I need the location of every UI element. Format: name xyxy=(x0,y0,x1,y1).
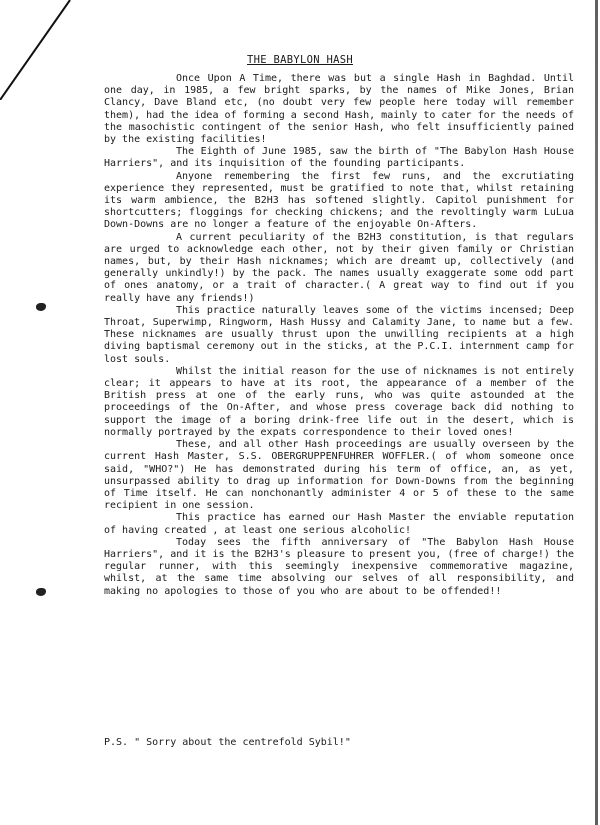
paragraph-early-runs: Anyone remembering the first few runs, and the excrutiating experience they represented, must be gratified to note that, whilst retaining its warm ambience, the B2H3 has softened slightly. Capitol punishment for shortcutters; floggings for checking chickens; and the revoltingly warm LuLua Down-Downs are no longer a feature of the enjoyable On-Afters. xyxy=(104,170,574,231)
paragraph-nicknames: A current peculiarity of the B2H3 constitution, is that regulars are urged to acknowledge each other, not by their given family or Christian names, but, by their Hash nicknames; which are dreamt up, collectively (and generally unkindly!) by the pack. The names usually exaggerate some odd part of ones anatomy, or a trait of character.( A great way to find out if you really have any friends!) xyxy=(104,231,574,304)
paragraph-origin: Once Upon A Time, there was but a single Hash in Baghdad. Until one day, in 1985, a few bright sparks, by the names of Mike Jones, Brian Clancy, Dave Bland etc, (no doubt very few people here today will remember them), had the idea of forming a second Hash, mainly to cater for the needs of the masochistic contingent of the senior Hash, who felt insufficiently pained by the existing facilities! xyxy=(104,73,574,146)
paragraph-reason: Whilst the initial reason for the use of nicknames is not entirely clear; it appears to have at its root, the appearance of a member of the British press at one of the early runs, who was quite astounded at the proceedings of the On-After, and whose press coverage back did nothing to support the image of a boring drink-free life out in the desert, which is normally portrayed by the expats correspondence to their loved ones! xyxy=(104,365,574,438)
ink-smudge xyxy=(36,588,46,596)
document-body xyxy=(104,73,574,598)
document-title: THE BABYLON HASH xyxy=(247,54,353,66)
paragraph-anniversary: Today sees the fifth anniversary of "The Babylon Hash House Harriers", and it is the B2H3's pleasure to present you, (free of charge!) the regular runner, with this seemingly inexpensive commemorative magazine, whilst, at the same time absolving our selves of all responsibility, and making no apologies to those of you who are about to be offended!! xyxy=(104,536,574,597)
paragraph-hash-master: These, and all other Hash proceedings are usually overseen by the current Hash Master, S.S. OBERGRUPPENFUHRER WOFFLER.( of whom someone once said, "WHO?") He has demonstrated during his term of office, an, as yet, unsurpassed ability to drag up information for Down-Downs from the beginning of Time itself. He can nonchonantly administer 4 or 5 of these to the same recipient in one session. xyxy=(104,439,574,512)
scan-corner-mark xyxy=(0,0,80,100)
paragraph-founding: The Eighth of June 1985, saw the birth of "The Babylon Hash House Harriers", and its inquisition of the founding participants. xyxy=(104,146,574,170)
paragraph-victims: This practice naturally leaves some of the victims incensed; Deep Throat, Superwimp, Ringworm, Hash Hussy and Calamity Jane, to name but a few. These nicknames are usually thrust upon the unwilling recipients at a high diving baptismal ceremony out in the sticks, at the P.C.I. internment camp for lost souls. xyxy=(104,304,574,365)
ink-smudge xyxy=(36,303,46,311)
paragraph-reputation: This practice has earned our Hash Master the enviable reputation of having created , at least one serious alcoholic! xyxy=(104,512,574,536)
postscript: P.S. " Sorry about the centrefold Sybil!" xyxy=(104,737,351,748)
scan-edge-shadow xyxy=(595,0,598,825)
